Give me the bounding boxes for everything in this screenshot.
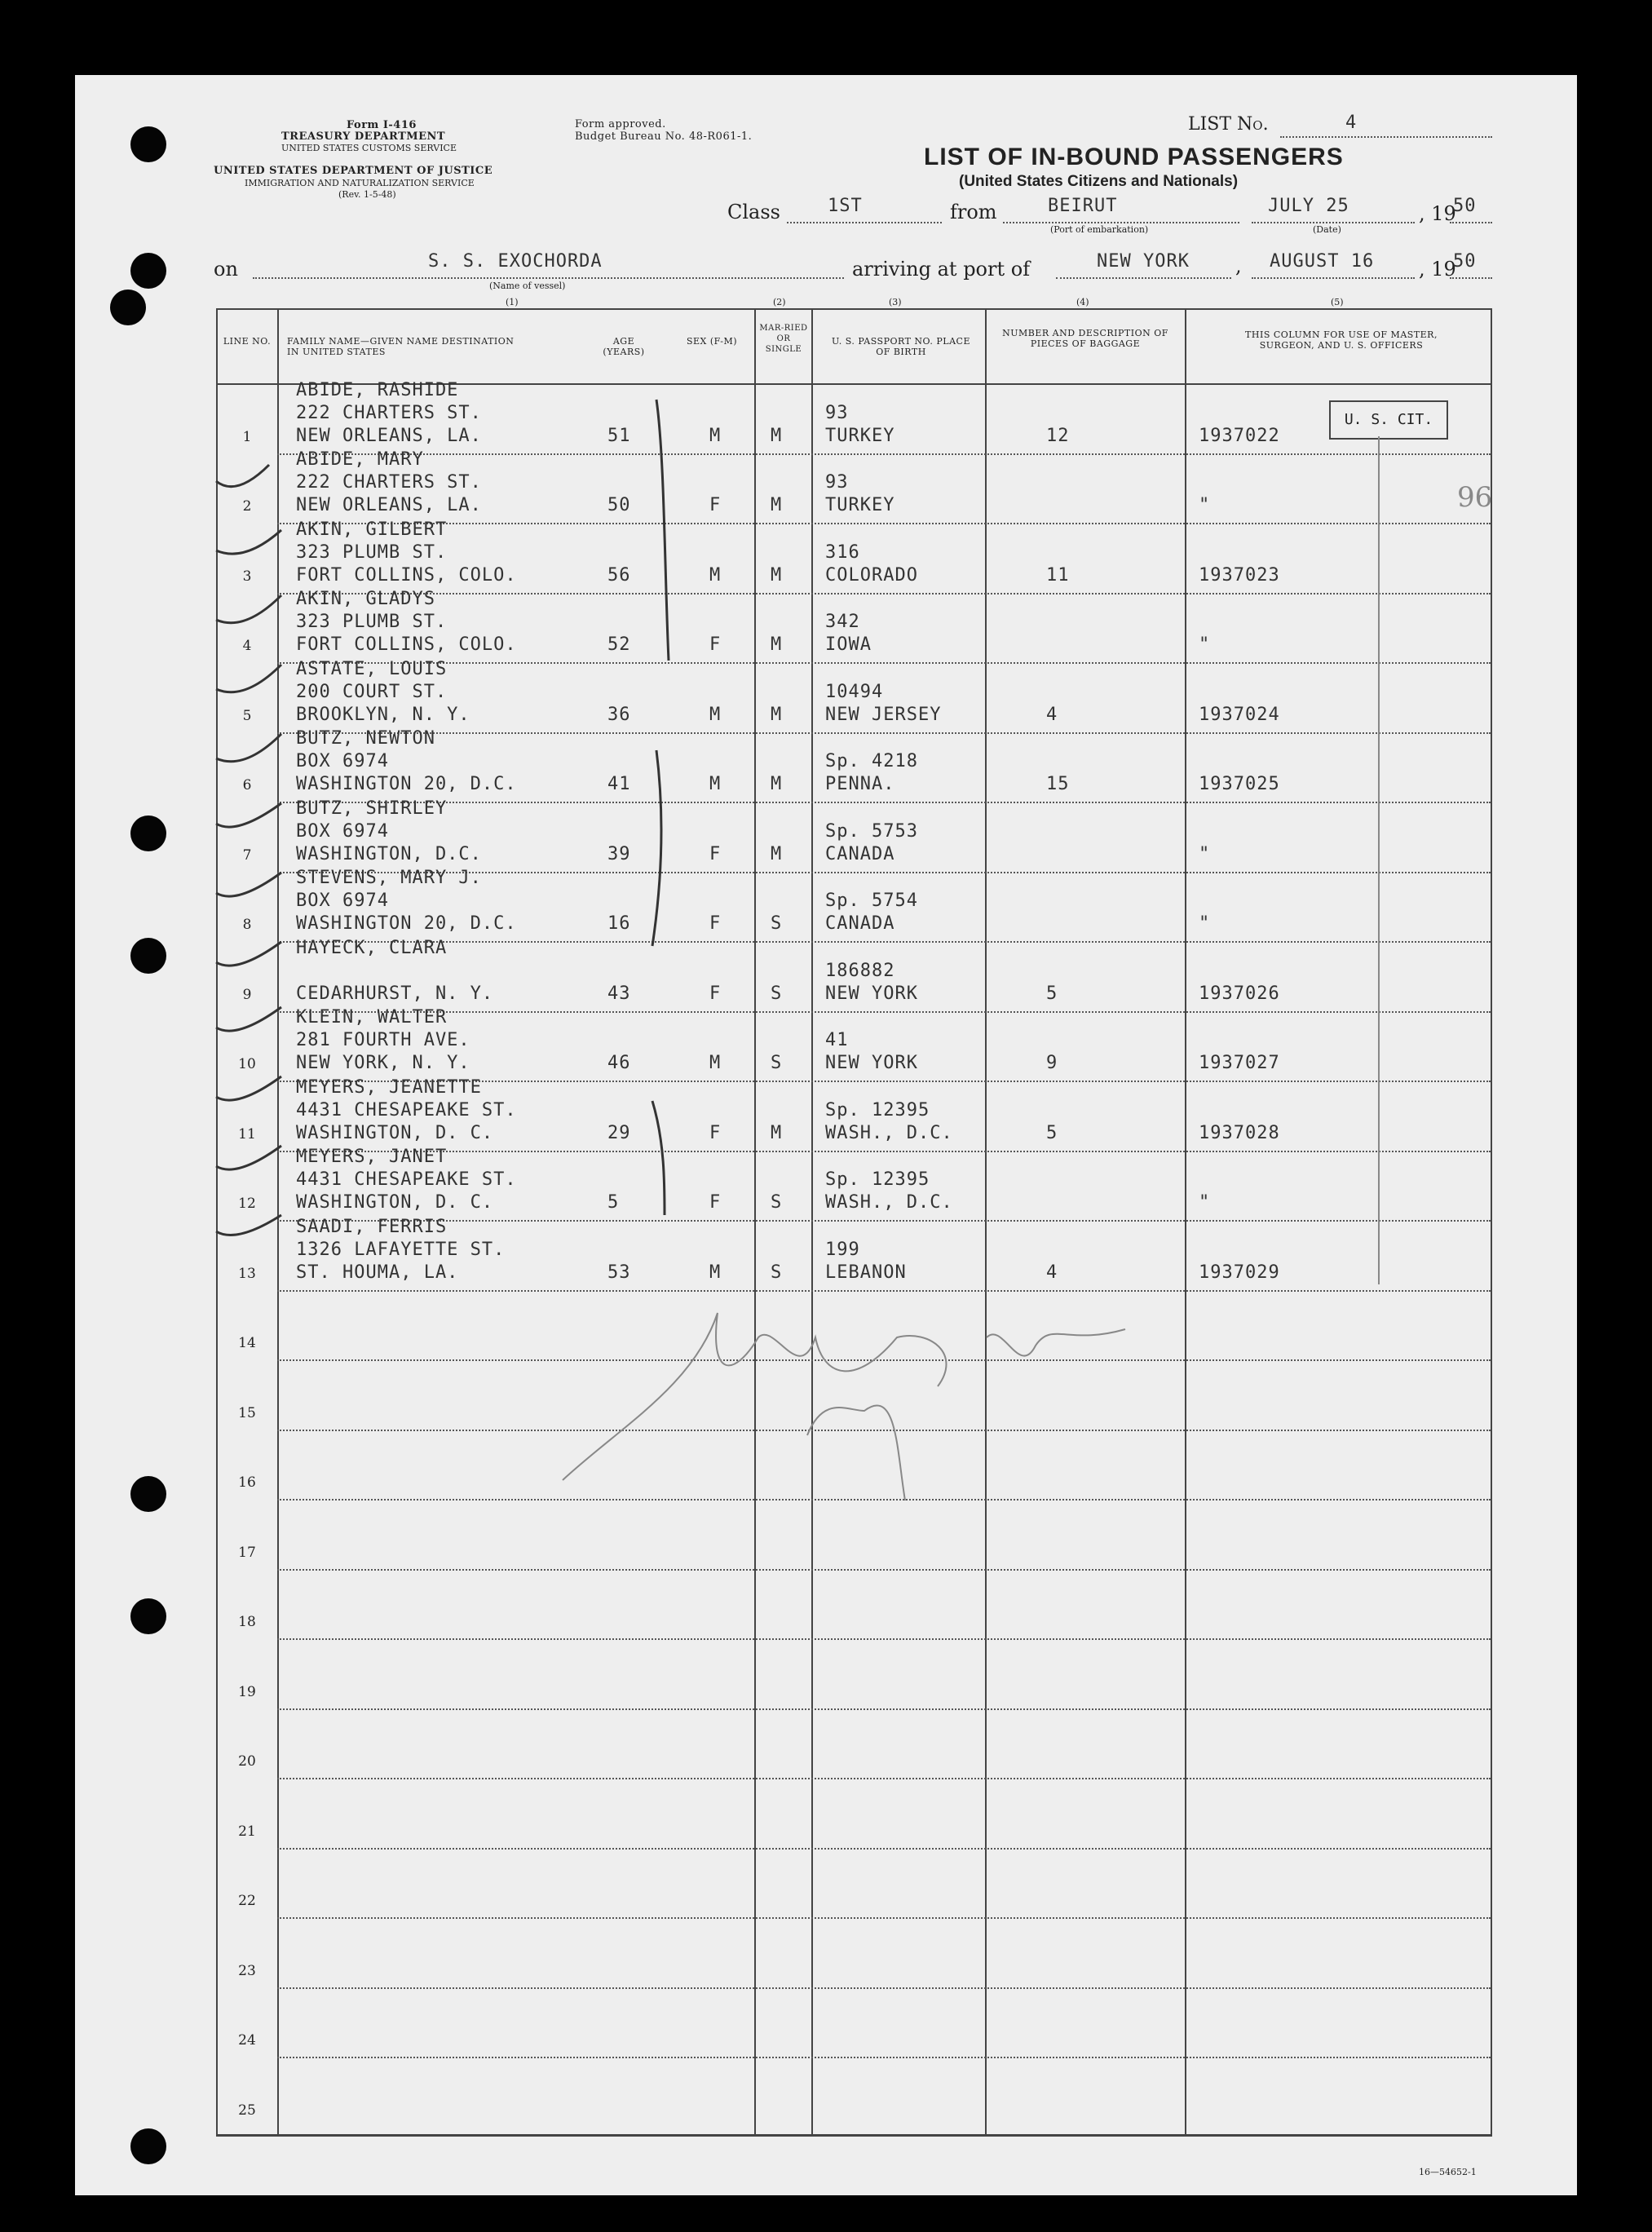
officer-number: " bbox=[1199, 1192, 1211, 1213]
passenger-city: NEW ORLEANS, LA. bbox=[296, 425, 482, 446]
passenger-marital-status: S bbox=[771, 1262, 783, 1283]
line-number: 14 bbox=[238, 1335, 256, 1351]
passenger-sex: M bbox=[709, 564, 722, 586]
line-number: 19 bbox=[238, 1683, 256, 1700]
place-of-birth: IOWA bbox=[825, 634, 872, 655]
year-prefix-text: 19 bbox=[1431, 202, 1456, 225]
passenger-city: WASHINGTON, D. C. bbox=[296, 1192, 494, 1213]
header-baggage: NUMBER AND DESCRIPTION OF PIECES OF BAGGAGE bbox=[1002, 328, 1168, 349]
passenger-age: 39 bbox=[607, 843, 631, 864]
place-of-birth: TURKEY bbox=[825, 425, 895, 446]
passenger-city: CEDARHURST, N. Y. bbox=[296, 983, 494, 1004]
from-port: BEIRUT bbox=[1048, 196, 1118, 216]
passport-number: Sp. 12395 bbox=[825, 1169, 930, 1190]
passenger-city: FORT COLLINS, COLO. bbox=[296, 634, 517, 655]
check-mark bbox=[216, 665, 281, 692]
passport-number: 316 bbox=[825, 541, 860, 563]
comma: , bbox=[1235, 254, 1242, 277]
passenger-name: ASTATE, LOUIS bbox=[296, 658, 448, 679]
baggage-count: 15 bbox=[1046, 774, 1070, 794]
place-of-birth: TURKEY bbox=[825, 495, 895, 515]
officer-number: " bbox=[1199, 495, 1211, 515]
line-number: 6 bbox=[242, 777, 252, 793]
from-year: 50 bbox=[1453, 196, 1477, 216]
officer-number: " bbox=[1199, 843, 1211, 864]
passenger-city: FORT COLLINS, COLO. bbox=[296, 564, 517, 586]
header-passport: U. S. PASSPORT NO. PLACE OF BIRTH bbox=[831, 336, 971, 357]
passenger-sex: F bbox=[709, 1192, 722, 1213]
passenger-city: WASHINGTON, D.C. bbox=[296, 843, 482, 864]
officer-number: " bbox=[1199, 634, 1211, 655]
passenger-name: SAADI, FERRIS bbox=[296, 1216, 448, 1237]
passenger-address: 200 COURT ST. bbox=[296, 681, 448, 702]
arrival-port: NEW YORK bbox=[1097, 251, 1190, 272]
line-number: 24 bbox=[238, 2032, 256, 2049]
place-of-birth: PENNA. bbox=[825, 774, 895, 794]
passenger-name: STEVENS, MARY J. bbox=[296, 868, 482, 888]
list-no-label: LIST No. bbox=[1188, 114, 1269, 135]
footer-code: 16—54652-1 bbox=[1419, 2167, 1477, 2177]
passenger-sex: M bbox=[709, 1262, 722, 1283]
header-line-no: LINE NO. bbox=[223, 336, 272, 347]
line-number: 22 bbox=[238, 1893, 256, 1909]
arriving-label: arriving at port of bbox=[852, 258, 1031, 281]
line-number: 20 bbox=[238, 1753, 256, 1770]
passenger-marital-status: M bbox=[771, 564, 783, 586]
passenger-address: 4431 CHESAPEAKE ST. bbox=[296, 1169, 517, 1190]
place-of-birth: NEW YORK bbox=[825, 1053, 918, 1073]
passport-number: Sp. 5754 bbox=[825, 891, 918, 911]
col-number-3: (3) bbox=[889, 297, 902, 307]
passenger-age: 36 bbox=[607, 704, 631, 725]
passenger-marital-status: S bbox=[771, 913, 783, 934]
line-number: 11 bbox=[238, 1125, 256, 1143]
budget-bureau: Budget Bureau No. 48-R061-1. bbox=[575, 130, 753, 143]
check-mark bbox=[216, 1146, 281, 1169]
check-mark bbox=[216, 942, 281, 966]
passport-number: Sp. 4218 bbox=[825, 751, 918, 771]
passenger-address: 281 FOURTH AVE. bbox=[296, 1030, 470, 1050]
passenger-marital-status: M bbox=[771, 704, 783, 725]
passenger-marital-status: M bbox=[771, 1122, 783, 1143]
check-mark bbox=[216, 1076, 281, 1100]
line-number: 5 bbox=[242, 707, 252, 724]
check-mark bbox=[216, 873, 281, 896]
line-number: 1 bbox=[242, 428, 252, 445]
passenger-address: 323 PLUMB ST. bbox=[296, 612, 448, 632]
line-number: 23 bbox=[238, 1962, 256, 1979]
form-number: Form I-416 bbox=[347, 119, 417, 131]
passenger-sex: M bbox=[709, 704, 722, 725]
passport-number: 199 bbox=[825, 1239, 860, 1260]
baggage-count: 4 bbox=[1046, 704, 1058, 725]
baggage-count: 5 bbox=[1046, 983, 1058, 1004]
passenger-name: AKIN, GILBERT bbox=[296, 519, 448, 540]
line-number: 10 bbox=[238, 1056, 256, 1072]
officer-number: 1937023 bbox=[1199, 564, 1280, 586]
check-mark bbox=[216, 734, 281, 762]
passenger-city: WASHINGTON 20, D.C. bbox=[296, 913, 517, 934]
passenger-sex: M bbox=[709, 1053, 722, 1073]
col-number-1: (1) bbox=[506, 297, 519, 307]
col-number-4: (4) bbox=[1076, 297, 1089, 307]
officer-number: 1937028 bbox=[1199, 1122, 1280, 1143]
year-prefix: , 19 bbox=[1419, 202, 1456, 225]
ins-label: IMMIGRATION AND NATURALIZATION SERVICE bbox=[245, 178, 475, 188]
treasury-department: TREASURY DEPARTMENT bbox=[281, 130, 446, 143]
vessel-caption: (Name of vessel) bbox=[489, 281, 566, 291]
passenger-address: 4431 CHESAPEAKE ST. bbox=[296, 1099, 517, 1120]
from-label: from bbox=[950, 201, 997, 223]
margin-number: 96 bbox=[1457, 481, 1493, 514]
class-value: 1ST bbox=[828, 196, 863, 216]
passenger-age: 51 bbox=[607, 425, 631, 446]
officer-number: " bbox=[1199, 913, 1211, 934]
officer-number: 1937029 bbox=[1199, 1262, 1280, 1283]
place-of-birth: NEW JERSEY bbox=[825, 704, 942, 725]
document-title: LIST OF IN-BOUND PASSENGERS bbox=[924, 144, 1344, 170]
passenger-marital-status: M bbox=[771, 425, 783, 446]
passenger-name: BUTZ, NEWTON bbox=[296, 728, 435, 749]
on-label: on bbox=[214, 258, 238, 281]
stamp-text: U. S. CIT. bbox=[1344, 411, 1433, 428]
header-officers: THIS COLUMN FOR USE OF MASTER, SURGEON, AND U. S. OFFICERS bbox=[1245, 329, 1438, 351]
passenger-age: 53 bbox=[607, 1262, 631, 1283]
check-mark bbox=[216, 595, 281, 623]
passenger-name: HAYECK, CLARA bbox=[296, 937, 448, 958]
line-number: 2 bbox=[242, 498, 252, 515]
passport-number: 342 bbox=[825, 612, 860, 632]
passenger-address: 222 CHARTERS ST. bbox=[296, 402, 482, 423]
passenger-name: MEYERS, JANET bbox=[296, 1147, 448, 1167]
revision: (Rev. 1-5-48) bbox=[338, 189, 396, 200]
officer-number: 1937025 bbox=[1199, 774, 1280, 794]
class-label: Class bbox=[727, 201, 780, 223]
header-age: AGE (YEARS) bbox=[603, 336, 645, 357]
line-number: 17 bbox=[238, 1544, 256, 1561]
list-no-value: 4 bbox=[1345, 113, 1358, 133]
line-number: 4 bbox=[242, 638, 252, 654]
passport-number: 93 bbox=[825, 402, 849, 423]
passenger-marital-status: M bbox=[771, 634, 783, 655]
passenger-age: 5 bbox=[607, 1192, 620, 1213]
line-number: 9 bbox=[242, 986, 252, 1003]
passenger-address: BOX 6974 bbox=[296, 820, 389, 842]
inspector-signature bbox=[563, 1313, 1125, 1501]
line-number: 21 bbox=[238, 1823, 256, 1840]
line-number: 15 bbox=[238, 1404, 256, 1421]
header-sex: SEX (F-M) bbox=[686, 336, 738, 347]
passenger-age: 56 bbox=[607, 564, 631, 586]
passport-number: 41 bbox=[825, 1030, 849, 1050]
port-caption: (Port of embarkation) bbox=[1050, 224, 1149, 235]
check-mark bbox=[216, 530, 281, 554]
passenger-city: WASHINGTON, D. C. bbox=[296, 1122, 494, 1143]
passenger-name: ABIDE, MARY bbox=[296, 449, 424, 470]
passenger-name: MEYERS, JEANETTE bbox=[296, 1076, 482, 1098]
place-of-birth: CANADA bbox=[825, 913, 895, 934]
passenger-age: 16 bbox=[607, 913, 631, 934]
place-of-birth: COLORADO bbox=[825, 564, 918, 586]
line-number: 12 bbox=[238, 1196, 256, 1212]
passenger-name: KLEIN, WALTER bbox=[296, 1007, 448, 1028]
from-date: JULY 25 bbox=[1268, 196, 1349, 216]
place-of-birth: WASH., D.C. bbox=[825, 1122, 953, 1143]
line-number: 8 bbox=[242, 917, 252, 933]
header-married: MAR-RIED OR SINGLE bbox=[759, 324, 808, 354]
passenger-sex: F bbox=[709, 983, 722, 1004]
passenger-name: AKIN, GLADYS bbox=[296, 589, 435, 609]
passenger-marital-status: S bbox=[771, 1192, 783, 1213]
passenger-address: 222 CHARTERS ST. bbox=[296, 472, 482, 493]
form-approved: Form approved. bbox=[575, 118, 666, 130]
line-number: 7 bbox=[242, 846, 252, 864]
baggage-count: 5 bbox=[1046, 1122, 1058, 1143]
passenger-age: 43 bbox=[607, 983, 631, 1004]
check-mark bbox=[216, 1215, 281, 1235]
place-of-birth: LEBANON bbox=[825, 1262, 907, 1283]
passenger-marital-status: M bbox=[771, 495, 783, 515]
line-number: 16 bbox=[238, 1474, 256, 1491]
header-name: FAMILY NAME—GIVEN NAME DESTINATION IN UNITED STATES bbox=[287, 336, 515, 357]
arrival-year: 50 bbox=[1453, 251, 1477, 272]
officer-number: 1937026 bbox=[1199, 983, 1280, 1004]
date-caption: (Date) bbox=[1313, 224, 1341, 235]
passenger-age: 52 bbox=[607, 634, 631, 655]
passenger-city: WASHINGTON 20, D.C. bbox=[296, 774, 517, 794]
passport-number: Sp. 12395 bbox=[825, 1099, 930, 1120]
place-of-birth: CANADA bbox=[825, 843, 895, 864]
bracket-mark bbox=[656, 400, 669, 661]
passenger-age: 46 bbox=[607, 1053, 631, 1073]
passenger-city: NEW YORK, N. Y. bbox=[296, 1053, 470, 1073]
arrival-date: AUGUST 16 bbox=[1270, 251, 1375, 272]
passenger-city: BROOKLYN, N. Y. bbox=[296, 704, 470, 725]
passenger-sex: F bbox=[709, 1122, 722, 1143]
check-mark bbox=[216, 465, 269, 487]
officer-number: 1937022 bbox=[1199, 425, 1280, 446]
passport-number: 186882 bbox=[825, 960, 895, 981]
vessel-name: S. S. EXOCHORDA bbox=[428, 251, 603, 272]
passport-number: 10494 bbox=[825, 681, 884, 702]
passenger-marital-status: S bbox=[771, 1053, 783, 1073]
bracket-mark bbox=[652, 1101, 665, 1215]
line-number: 25 bbox=[238, 2102, 256, 2119]
passenger-age: 50 bbox=[607, 495, 631, 515]
passenger-address: BOX 6974 bbox=[296, 751, 389, 771]
line-number: 3 bbox=[242, 568, 252, 585]
passenger-address: 323 PLUMB ST. bbox=[296, 541, 448, 563]
customs-service: UNITED STATES CUSTOMS SERVICE bbox=[281, 143, 457, 153]
passenger-name: BUTZ, SHIRLEY bbox=[296, 798, 448, 819]
arrival-year-prefix-text: 19 bbox=[1431, 258, 1456, 281]
passenger-marital-status: M bbox=[771, 774, 783, 794]
place-of-birth: NEW YORK bbox=[825, 983, 918, 1004]
passenger-sex: F bbox=[709, 843, 722, 864]
passenger-marital-status: S bbox=[771, 983, 783, 1004]
passenger-city: ST. HOUMA, LA. bbox=[296, 1262, 459, 1283]
bracket-mark bbox=[652, 750, 661, 946]
passenger-sex: M bbox=[709, 425, 722, 446]
col-number-5: (5) bbox=[1331, 297, 1344, 307]
passenger-sex: F bbox=[709, 913, 722, 934]
passenger-age: 29 bbox=[607, 1122, 631, 1143]
passport-number: 93 bbox=[825, 472, 849, 493]
check-mark bbox=[216, 803, 281, 827]
baggage-count: 12 bbox=[1046, 425, 1070, 446]
line-number: 18 bbox=[238, 1614, 256, 1630]
baggage-count: 9 bbox=[1046, 1053, 1058, 1073]
arrival-year-prefix: , 19 bbox=[1419, 258, 1456, 281]
passenger-sex: F bbox=[709, 634, 722, 655]
officer-number: 1937027 bbox=[1199, 1053, 1280, 1073]
department-of-justice: UNITED STATES DEPARTMENT OF JUSTICE bbox=[214, 165, 493, 177]
passenger-address: 1326 LAFAYETTE ST. bbox=[296, 1239, 506, 1260]
line-number: 13 bbox=[238, 1265, 256, 1282]
passport-number: Sp. 5753 bbox=[825, 820, 918, 842]
passenger-address: BOX 6974 bbox=[296, 891, 389, 911]
passenger-sex: M bbox=[709, 774, 722, 794]
passenger-age: 41 bbox=[607, 774, 631, 794]
document-subtitle: (United States Citizens and Nationals) bbox=[959, 173, 1239, 190]
officer-number: 1937024 bbox=[1199, 704, 1280, 725]
baggage-count: 4 bbox=[1046, 1262, 1058, 1283]
col-number-2: (2) bbox=[773, 297, 786, 307]
baggage-count: 11 bbox=[1046, 564, 1070, 586]
place-of-birth: WASH., D.C. bbox=[825, 1192, 953, 1213]
passenger-city: NEW ORLEANS, LA. bbox=[296, 495, 482, 515]
check-mark bbox=[216, 1007, 281, 1031]
passenger-sex: F bbox=[709, 495, 722, 515]
passenger-name: ABIDE, RASHIDE bbox=[296, 379, 459, 400]
passenger-marital-status: M bbox=[771, 843, 783, 864]
